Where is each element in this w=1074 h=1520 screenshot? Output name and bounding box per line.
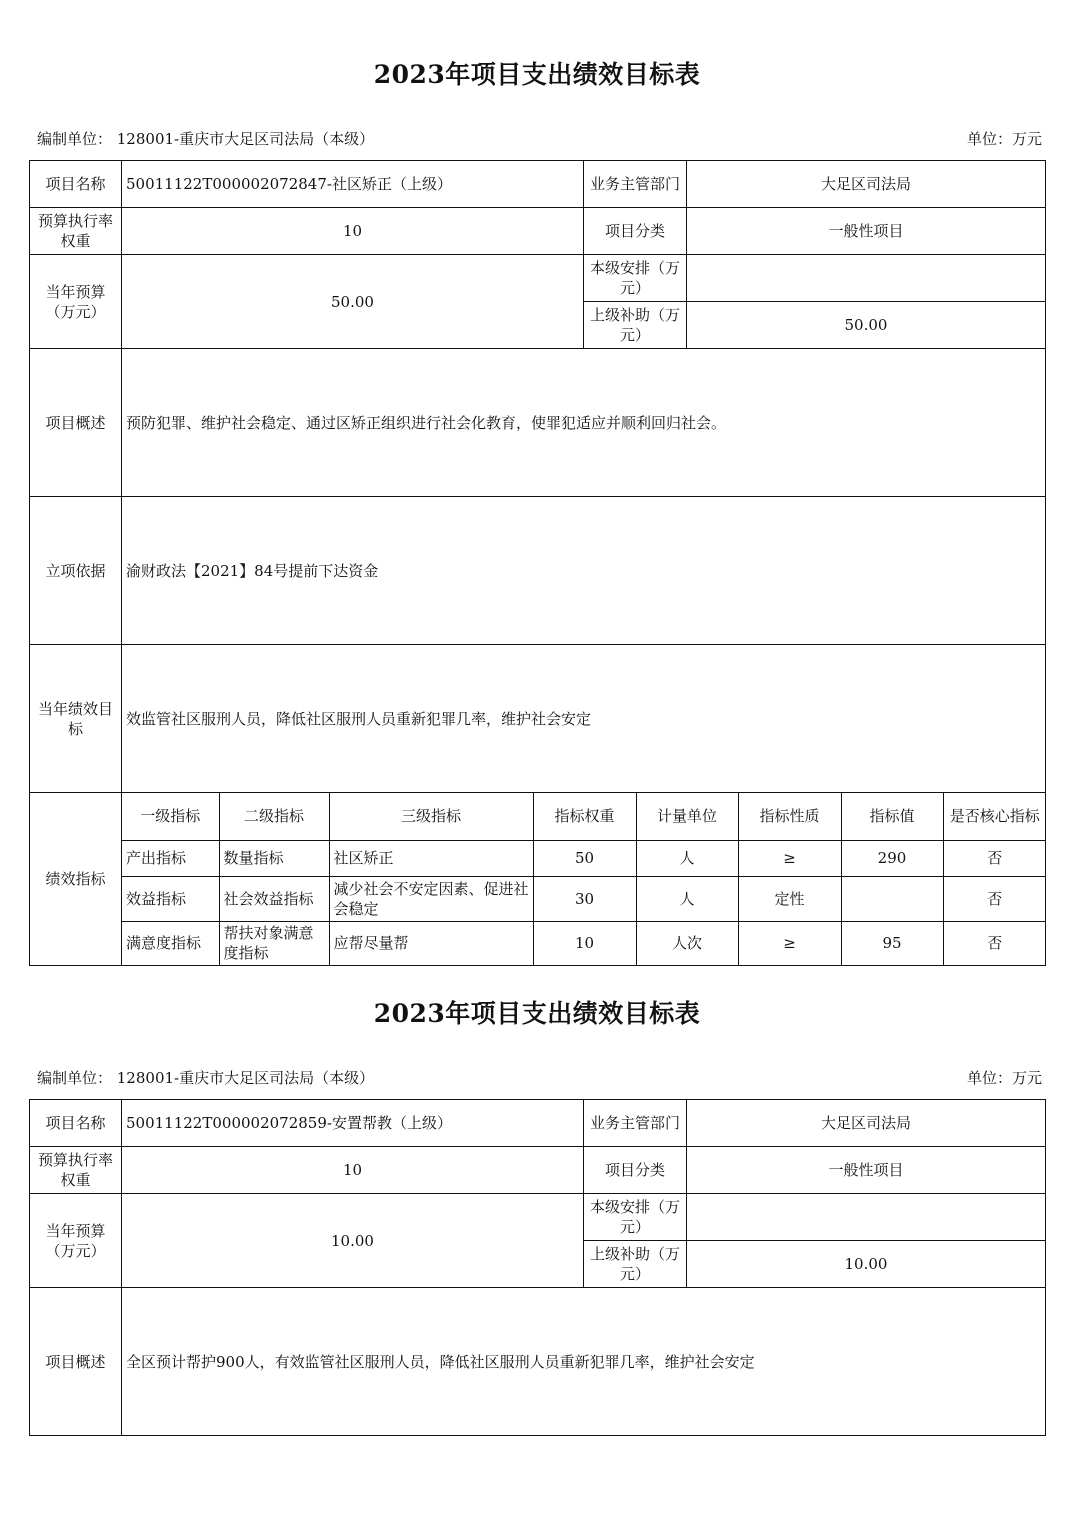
perf-header: 指标权重 — [533, 793, 636, 840]
perf-cell: 否 — [943, 876, 1046, 921]
local-value — [687, 255, 1046, 302]
perf-header: 指标值 — [841, 793, 943, 840]
perf-header: 二级指标 — [219, 793, 329, 840]
local-label: 本级安排（万元） — [584, 1194, 687, 1241]
perf-header: 计量单位 — [636, 793, 738, 840]
perf-cell: 满意度指标 — [122, 921, 219, 965]
perf-cell: 人 — [636, 876, 738, 921]
project-name-label: 项目名称 — [30, 161, 122, 208]
category-value: 一般性项目 — [687, 1147, 1046, 1194]
basis-label: 立项依据 — [30, 497, 122, 645]
budget-label: 当年预算（万元） — [30, 255, 122, 349]
perf-cell: 帮扶对象满意度指标 — [219, 921, 329, 965]
overview-label: 项目概述 — [30, 1288, 122, 1436]
local-label: 本级安排（万元） — [584, 255, 687, 302]
perf-cell: 人 — [636, 840, 738, 876]
perf-cell: 30 — [533, 876, 636, 921]
project-name-value: 50011122T000002072859-安置帮教（上级） — [122, 1100, 584, 1147]
perf-cell: 效益指标 — [122, 876, 219, 921]
dept-label: 业务主管部门 — [584, 161, 687, 208]
local-value — [687, 1194, 1046, 1241]
perf-cell: 10 — [533, 921, 636, 965]
perf-cell: 减少社会不安定因素、促进社会稳定 — [329, 876, 533, 921]
upper-label: 上级补助（万元） — [584, 302, 687, 349]
budget-label: 当年预算（万元） — [30, 1194, 122, 1288]
performance-table-2 — [29, 1099, 1046, 1436]
perf-cell: ≥ — [738, 921, 841, 965]
perf-cell: 50 — [533, 840, 636, 876]
page-title: 2023年项目支出绩效目标表 — [373, 60, 701, 89]
perf-header: 是否核心指标 — [943, 793, 1046, 840]
table-row — [122, 876, 1046, 921]
perf-header: 指标性质 — [738, 793, 841, 840]
perf-cell: 产出指标 — [122, 840, 219, 876]
perf-cell: 社会效益指标 — [219, 876, 329, 921]
category-value: 一般性项目 — [687, 208, 1046, 255]
perf-cell: 290 — [841, 840, 943, 876]
perf-cell: ≥ — [738, 840, 841, 876]
currency-unit: 单位：万元 — [966, 1069, 1042, 1087]
upper-label: 上级补助（万元） — [584, 1241, 687, 1288]
perf-cell: 否 — [943, 840, 1046, 876]
basis-value: 渝财政法【2021】84号提前下达资金 — [122, 497, 1046, 645]
overview-value: 全区预计帮护900人，有效监管社区服刑人员，降低社区服刑人员重新犯罪几率，维护社会安定 — [122, 1288, 1046, 1436]
budget-value: 10.00 — [122, 1194, 584, 1288]
goal-label: 当年绩效目标 — [30, 645, 122, 793]
perf-header: 三级指标 — [329, 793, 533, 840]
perf-cell: 人次 — [636, 921, 738, 965]
perf-cell: 否 — [943, 921, 1046, 965]
table-row — [122, 840, 1046, 876]
perf-label: 绩效指标 — [30, 793, 122, 966]
project-name-value: 50011122T000002072847-社区矫正（上级） — [122, 161, 584, 208]
perf-indicators-cell — [122, 793, 1046, 966]
perf-cell: 应帮尽量帮 — [329, 921, 533, 965]
perf-cell: 定性 — [738, 876, 841, 921]
table-row — [122, 921, 1046, 965]
rate-value: 10 — [122, 208, 584, 255]
rate-label: 预算执行率权重 — [30, 208, 122, 255]
page-title: 2023年项目支出绩效目标表 — [373, 999, 701, 1028]
budget-value: 50.00 — [122, 255, 584, 349]
currency-unit: 单位：万元 — [966, 130, 1042, 148]
rate-label: 预算执行率权重 — [30, 1147, 122, 1194]
category-label: 项目分类 — [584, 1147, 687, 1194]
project-name-label: 项目名称 — [30, 1100, 122, 1147]
dept-value: 大足区司法局 — [687, 161, 1046, 208]
performance-table-1 — [29, 160, 1046, 966]
upper-value: 10.00 — [687, 1241, 1046, 1288]
rate-value: 10 — [122, 1147, 584, 1194]
perf-cell: 社区矫正 — [329, 840, 533, 876]
perf-cell — [841, 876, 943, 921]
dept-label: 业务主管部门 — [584, 1100, 687, 1147]
perf-cell: 数量指标 — [219, 840, 329, 876]
perf-header: 一级指标 — [122, 793, 219, 840]
dept-value: 大足区司法局 — [687, 1100, 1046, 1147]
upper-value: 50.00 — [687, 302, 1046, 349]
compiling-unit: 编制单位： 128001-重庆市大足区司法局（本级） — [37, 130, 375, 148]
perf-indicators-table — [122, 793, 1046, 965]
compiling-unit: 编制单位： 128001-重庆市大足区司法局（本级） — [37, 1069, 375, 1087]
category-label: 项目分类 — [584, 208, 687, 255]
perf-cell: 95 — [841, 921, 943, 965]
overview-label: 项目概述 — [30, 349, 122, 497]
goal-value: 效监管社区服刑人员，降低社区服刑人员重新犯罪几率，维护社会安定 — [122, 645, 1046, 793]
overview-value: 预防犯罪、维护社会稳定、通过区矫正组织进行社会化教育，使罪犯适应并顺利回归社会。 — [122, 349, 1046, 497]
